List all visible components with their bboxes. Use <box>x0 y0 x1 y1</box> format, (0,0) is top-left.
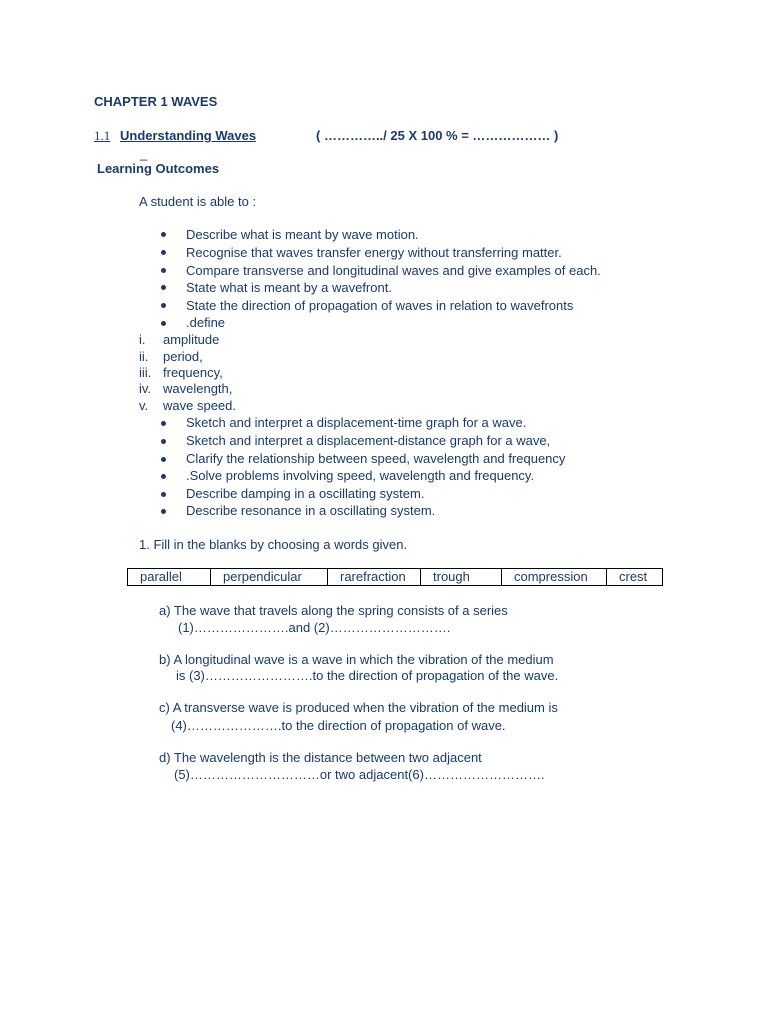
item-a-line1: a) The wave that travels along the spring consists of a series <box>159 603 508 618</box>
define-item-number: ii. <box>139 349 149 364</box>
word-cell: trough <box>421 569 502 586</box>
define-item-number: v. <box>139 398 149 413</box>
bullet-icon <box>161 268 166 273</box>
bullet-icon <box>161 285 166 290</box>
word-cell: compression <box>502 569 607 586</box>
define-item-number: iii. <box>139 365 152 380</box>
word-cell: rarefraction <box>328 569 421 586</box>
define-item-text: period, <box>163 349 203 364</box>
bullet-icon <box>161 303 166 308</box>
underscore-mark: _ <box>140 146 148 161</box>
word-bank-table <box>127 568 663 586</box>
item-c-line2: (4)………………….to the direction of propagation of wave. <box>171 718 506 733</box>
bullet-icon <box>161 421 166 426</box>
bullet-icon <box>161 457 166 462</box>
item-b-line1: b) A longitudinal wave is a wave in which the vibration of the medium <box>159 652 554 667</box>
table-row <box>128 569 663 586</box>
list-item: Describe resonance in a oscillating system. <box>186 503 436 518</box>
bullet-icon <box>161 474 166 479</box>
list-item: Recognise that waves transfer energy without transferring matter. <box>186 245 562 260</box>
bullet-icon <box>161 250 166 255</box>
list-item: State the direction of propagation of waves in relation to wavefronts <box>186 298 574 313</box>
list-item: Sketch and interpret a displacement-distance graph for a wave, <box>186 433 551 448</box>
bullet-icon <box>161 492 166 497</box>
word-cell: parallel <box>128 569 211 586</box>
item-a-line2: (1)………………….and (2)………………………. <box>178 620 451 635</box>
intro-text: A student is able to : <box>139 194 257 209</box>
item-d-line1: d) The wavelength is the distance between two adjacent <box>159 750 482 765</box>
chapter-title: CHAPTER 1 WAVES <box>94 94 218 109</box>
word-cell: crest <box>607 569 663 586</box>
bullet-icon <box>161 509 166 514</box>
list-item: State what is meant by a wavefront. <box>186 280 392 295</box>
bullet-icon <box>161 232 166 237</box>
learning-outcomes-heading: Learning Outcomes <box>97 161 220 176</box>
define-item-text: wavelength, <box>163 381 233 396</box>
define-item-number: iv. <box>139 381 152 396</box>
item-c-line1: c) A transverse wave is produced when the vibration of the medium is <box>159 700 558 715</box>
section-number <box>94 128 110 144</box>
define-item-text: wave speed. <box>163 398 236 413</box>
bullet-icon <box>161 321 166 326</box>
define-item-text: frequency, <box>163 365 223 380</box>
list-item: Sketch and interpret a displacement-time graph for a wave. <box>186 415 527 430</box>
list-item: Compare transverse and longitudinal waves and give examples of each. <box>186 263 601 278</box>
list-item: .define <box>186 315 226 330</box>
list-item: Describe damping in a oscillating system. <box>186 486 425 501</box>
score-formula: ( …………../ 25 X 100 % = ……………… ) <box>316 128 559 143</box>
bullet-icon <box>161 439 166 444</box>
define-item-text: amplitude <box>163 332 220 347</box>
word-cell: perpendicular <box>211 569 328 586</box>
item-d-line2: (5)…………………………or two adjacent(6)………………………. <box>174 767 545 782</box>
define-item-number: i. <box>139 332 146 347</box>
list-item: Clarify the relationship between speed, wavelength and frequency <box>186 451 566 466</box>
item-b-line2: is (3)…………………….to the direction of propagation of the wave. <box>176 668 559 683</box>
question-1: 1. Fill in the blanks by choosing a words given. <box>139 537 408 552</box>
list-item: .Solve problems involving speed, wavelength and frequency. <box>186 468 535 483</box>
section-title: Understanding Waves <box>120 128 257 143</box>
list-item: Describe what is meant by wave motion. <box>186 227 419 242</box>
section-number-text: 1.1 <box>94 128 111 143</box>
